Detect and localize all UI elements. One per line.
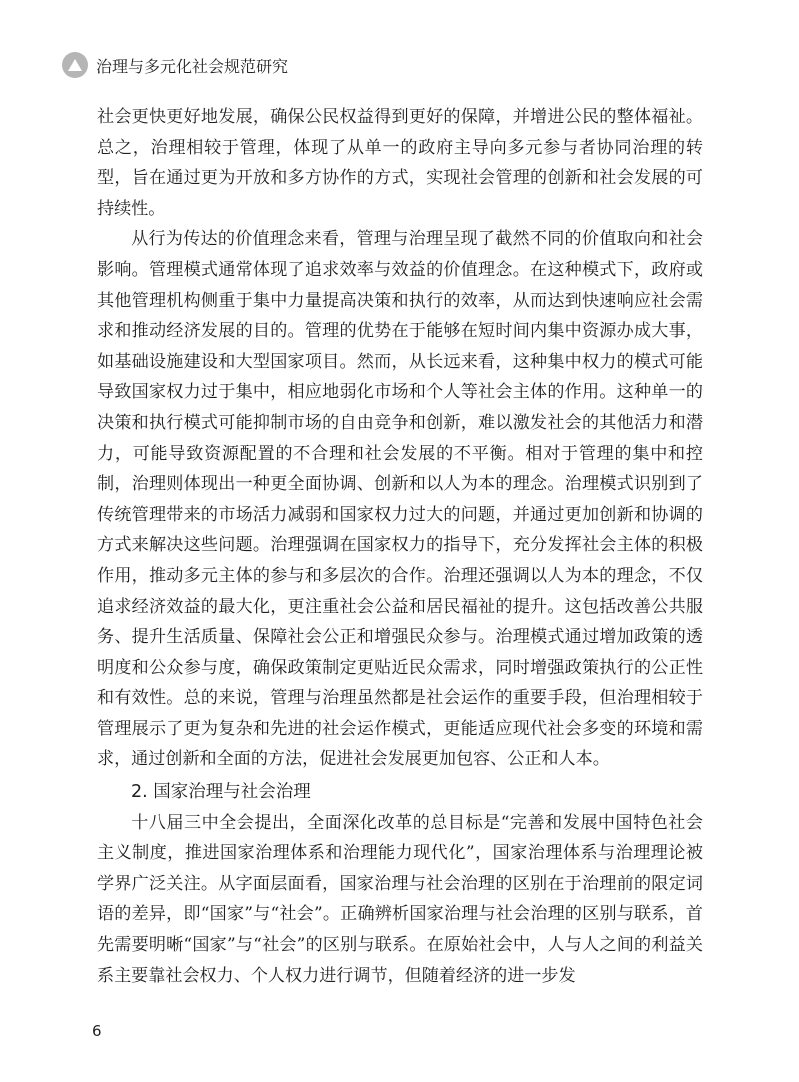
book-title: 治理与多元化社会规范研究 [96,56,289,76]
running-header [62,50,288,80]
triangle-in-circle-icon [62,52,88,78]
paragraph: 十八届三中全会提出，全面深化改革的总目标是“完善和发展中国特色社会主义制度，推进国家治理体系和治理能力现代化”，国家治理体系与治理理论被学界广泛关注。从字面层面看，国家治理与社会治理的区别在于治理前的限定词语的差异，即“国家”与“社会”。正确辨析国家治理与社会治理的区别与联系，首先需要明晰“国家”与“社会”的区别与联系。在原始社会中，人与人之间的利益关系主要靠社会权力、个人权力进行调节，但随着经济的进一步发 [97,812,703,986]
page-number: 6 [92,1022,102,1040]
paragraph: 从行为传达的价值理念来看，管理与治理呈现了截然不同的价值取向和社会影响。管理模式通常体现了追求效率与效益的价值理念。在这种模式下，政府或其他管理机构侧重于集中力量提高决策和执行的效率，从而达到快速响应社会需求和推动经济发展的目的。管理的优势在于能够在短时间内集中资源办成大事，如基础设施建设和大型国家项目。然而，从长远来看，这种集中权力的模式可能导致国家权力过于集中，相应地弱化市场和个人等社会主体的作用。这种单一的决策和执行模式可能抑制市场的自由竞争和创新，难以激发社会的其他活力和潜力，可能导致资源配置的不合理和社会发展的不平衡。相对于管理的集中和控制，治理则体现出一种更全面协调、创新和以人为本的理念。治理模式识别到了传统管理带来的市场活力减弱和国家权力过大的问题，并通过更加创新和协调的方式来解决这些问题。治理强调在国家权力的指导下，充分发挥社会主体的积极作用，推动多元主体的参与和多层次的合作。治理还强调以人为本的理念，不仅追求经济效益的最大化，更注重社会公益和居民福祉的提升。这包括改善公共服务、提升生活质量、保障社会公正和增强民众参与。治理模式通过增加政策的透明度和公众参与度，确保政策制定更贴近民众需求，同时增强政策执行的公正性和有效性。总的来说，管理与治理虽然都是社会运作的重要手段，但治理相较于管理展示了更为复杂和先进的社会运作模式，更能适应现代社会多变的环境和需求，通过创新和全面的方法，促进社会发展更加包容、公正和人本。 [97,229,703,770]
paragraph-continued: 社会更快更好地发展，确保公民权益得到更好的保障，并增进公民的整体福祉。总之，治理相较于管理，体现了从单一的政府主导向多元参与者协同治理的转型，旨在通过更为开放和多方协作的方式，实现社会管理的创新和社会发展的可持续性。 [97,107,703,219]
section-heading: 2. 国家治理与社会治理 [131,782,311,803]
page-body [97,102,703,991]
